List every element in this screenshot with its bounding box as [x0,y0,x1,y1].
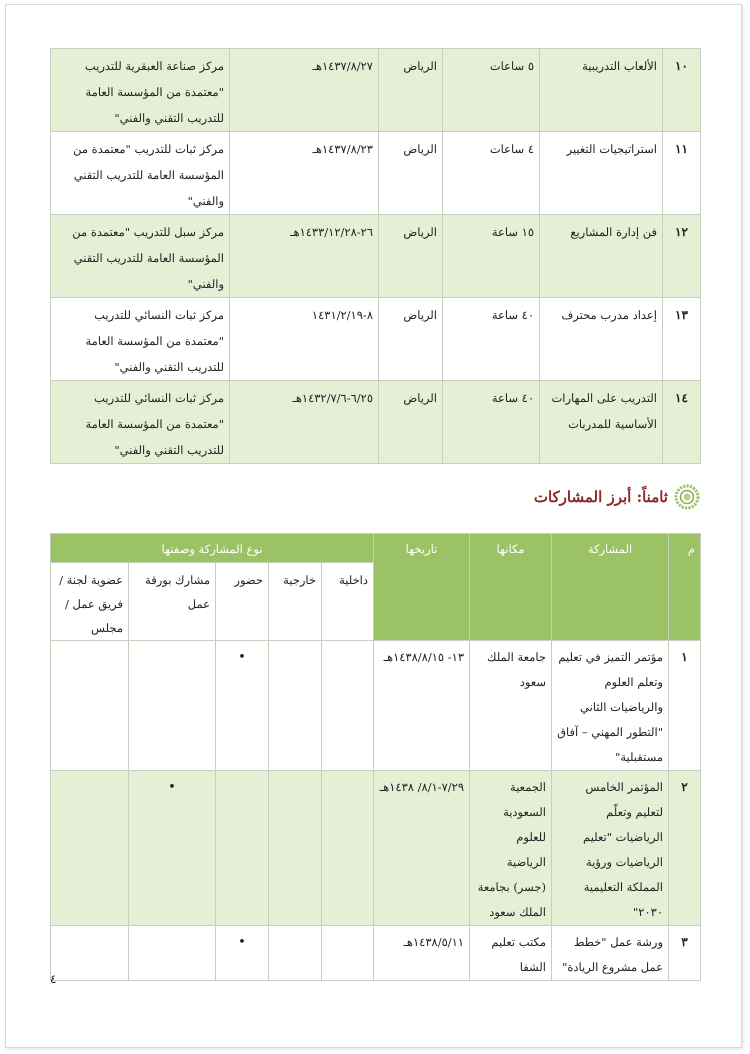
table-row [51,49,701,132]
course-date: ٢٦-١٤٣٣/١٢/٢٨هـ [230,215,379,298]
header-place: مكانها [470,534,552,641]
course-number: ١١ [663,132,701,215]
course-place: الرياض [379,49,443,132]
flower-ornament-icon [674,484,700,510]
header-membership: عضوية لجنة / فريق عمل / مجلس [51,563,129,641]
course-name: الألعاب التدريبية [540,49,663,132]
course-provider: مركز سبل للتدريب "معتمدة من المؤسسة العامة للتدريب التقني والفني" [51,215,230,298]
table-row [51,215,701,298]
participation-name: ورشة عمل "خطط عمل مشروع الريادة" [552,926,669,981]
course-date: ١٤٣٧/٨/٢٧هـ [230,49,379,132]
table-row [51,132,701,215]
course-hours: ١٥ ساعة [443,215,540,298]
participation-number: ٢ [669,771,701,926]
page-number: ٤ [50,972,57,986]
course-place: الرياض [379,298,443,381]
course-provider: مركز صناعة العبقرية للتدريب "معتمدة من المؤسسة العامة للتدريب التقني والفني" [51,49,230,132]
course-place: الرياض [379,132,443,215]
section-title: ثامناً: أبرز المشاركات [533,488,668,506]
header-paper: مشارك بورقة عمل [129,563,216,641]
course-hours: ٤ ساعات [443,132,540,215]
participation-internal [322,641,374,771]
participation-internal [322,926,374,981]
header-date: تاريخها [374,534,470,641]
training-courses-table [50,48,701,464]
participation-date: ١٣- ١٤٣٨/٨/١٥هـ [374,641,470,771]
table-row [51,298,701,381]
course-date: ١٤٣٧/٨/٢٣هـ [230,132,379,215]
table-row [51,771,701,926]
participation-date: ٧/٢٩-٨/١/ ١٤٣٨هـ [374,771,470,926]
header-num: م [669,534,701,641]
participation-attendance: • [216,641,269,771]
course-name: إعداد مدرب محترف [540,298,663,381]
course-name: استراتيجيات التغيير [540,132,663,215]
table-row [51,641,701,771]
participation-place: مكتب تعليم الشفا [470,926,552,981]
course-name: التدريب على المهارات الأساسية للمدربات [540,381,663,464]
participation-name: المؤتمر الخامس لتعليم وتعلّم الرياضيات "تعليم الرياضيات ورؤية المملكة التعليمية ٢٠٣٠" [552,771,669,926]
course-hours: ٥ ساعات [443,49,540,132]
course-place: الرياض [379,381,443,464]
course-hours: ٤٠ ساعة [443,381,540,464]
participation-internal [322,771,374,926]
participation-place: جامعة الملك سعود [470,641,552,771]
course-number: ١٢ [663,215,701,298]
course-number: ١٤ [663,381,701,464]
header-external: خارجية [269,563,322,641]
course-date: ٦/٢٥-١٤٣٢/٧/٦هـ [230,381,379,464]
table-row [51,926,701,981]
participation-number: ٣ [669,926,701,981]
participation-place: الجمعية السعودية للعلوم الرياضية (جسر) بجامعة الملك سعود [470,771,552,926]
course-number: ١٣ [663,298,701,381]
header-type-group: نوع المشاركة وصفتها [51,534,374,563]
table-row [51,381,701,464]
participation-paper [129,641,216,771]
course-provider: مركز ثبات النسائي للتدريب "معتمدة من المؤسسة العامة للتدريب التقني والفني" [51,381,230,464]
participation-attendance: • [216,926,269,981]
header-internal: داخلية [322,563,374,641]
course-provider: مركز ثبات للتدريب "معتمدة من المؤسسة العامة للتدريب التقني والفني" [51,132,230,215]
participation-membership [51,926,129,981]
section-heading [534,483,700,511]
participation-paper [129,926,216,981]
participation-membership [51,641,129,771]
participation-paper: • [129,771,216,926]
participation-number: ١ [669,641,701,771]
participation-attendance [216,771,269,926]
participation-date: ١٤٣٨/٥/١١هـ [374,926,470,981]
participation-membership [51,771,129,926]
course-name: فن إدارة المشاريع [540,215,663,298]
course-date: ٨-١٤٣١/٢/١٩ [230,298,379,381]
course-place: الرياض [379,215,443,298]
participation-name: مؤتمر التميز في تعليم وتعلم العلوم والرياضيات الثاني "التطور المهني – آفاق مستقبلية" [552,641,669,771]
course-number: ١٠ [663,49,701,132]
participation-external [269,641,322,771]
header-participation: المشاركة [552,534,669,641]
participation-external [269,771,322,926]
course-hours: ٤٠ ساعة [443,298,540,381]
header-attendance: حضور [216,563,269,641]
participation-external [269,926,322,981]
participation-table [50,533,701,981]
course-provider: مركز ثبات النسائي للتدريب "معتمدة من المؤسسة العامة للتدريب التقني والفني" [51,298,230,381]
